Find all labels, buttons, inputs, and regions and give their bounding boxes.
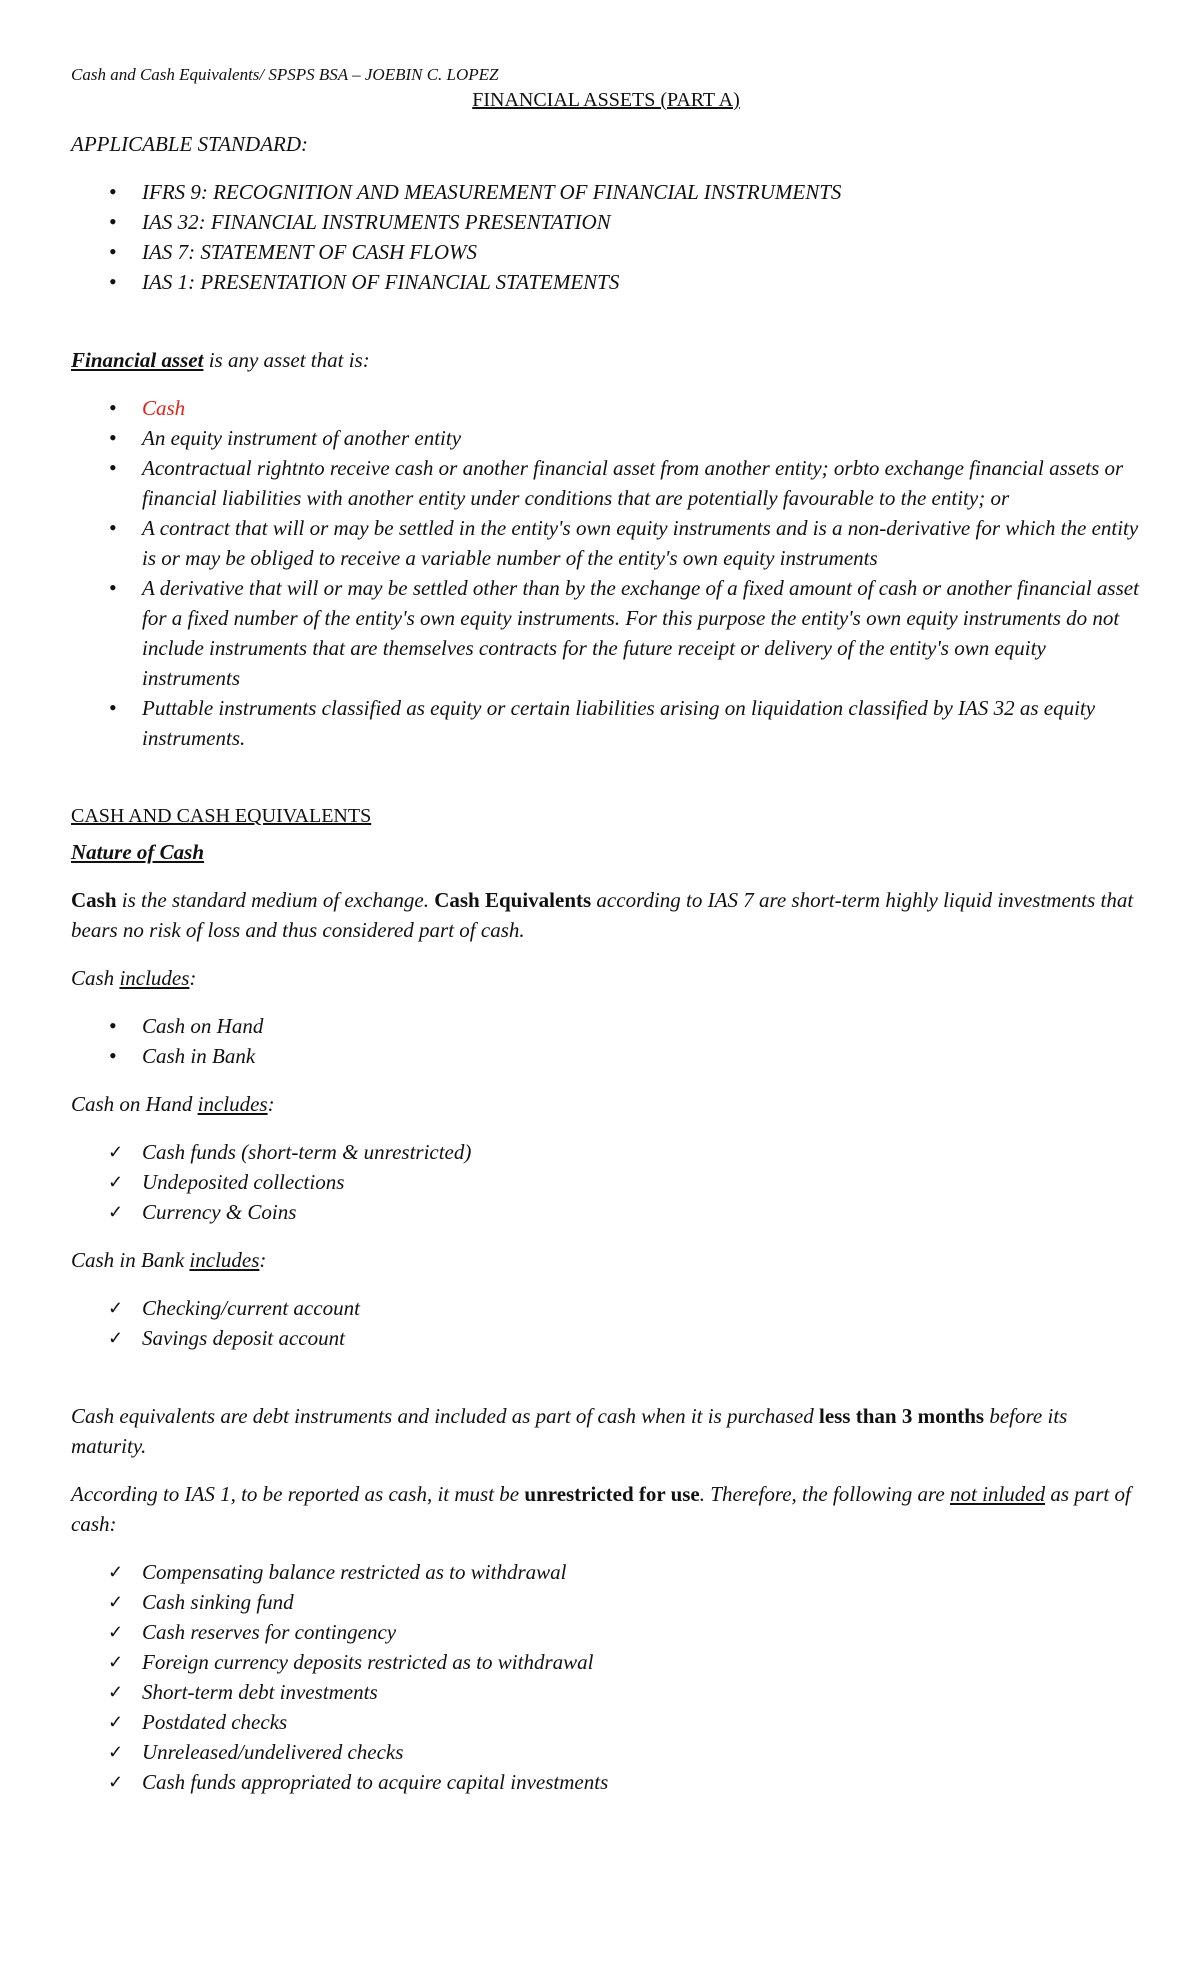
checkmark-icon: ✓ [108,1772,124,1792]
bullet-icon: • [109,269,117,294]
list-item: ✓ Savings deposit account [71,1323,1141,1353]
checkmark-icon: ✓ [108,1712,124,1732]
page-title: FINANCIAL ASSETS (PART A) [472,89,740,111]
in-bank-includes-label: Cash in Bank includes: [71,1248,267,1272]
standards-list [71,177,1141,297]
checkmark-icon: ✓ [108,1202,124,1222]
list-item: ✓ Checking/current account [71,1293,1141,1323]
list-item: • An equity instrument of another entity [71,423,1141,453]
list-item: • Cash on Hand [71,1011,1141,1041]
checkmark-icon: ✓ [108,1328,124,1348]
bullet-icon: • [109,695,117,720]
in-bank-includes-list [71,1293,1141,1353]
checkmark-icon: ✓ [108,1742,124,1762]
bullet-icon: • [109,575,117,600]
list-item: • A contract that will or may be settled in the entity's own equity instruments and is a non-derivative for which the entity is or may be obliged to receive a variable number of the entity's own equity instruments [109,515,1139,570]
cash-includes-label: Cash includes: [71,966,197,990]
nature-paragraph: Cash is the standard medium of exchange. Cash Equivalents according to IAS 7 are short-term highly liquid investments that bears no risk of loss and thus considered part of cash. [71,888,1134,942]
checkmark-icon: ✓ [108,1622,124,1642]
bullet-icon: • [109,179,117,204]
list-item: ✓ Short-term debt investments [71,1677,1141,1707]
financial-asset-intro: Financial asset is any asset that is: [71,348,370,372]
list-item: ✓ Compensating balance restricted as to withdrawal [71,1557,1141,1587]
bullet-icon: • [109,209,117,234]
checkmark-icon: ✓ [108,1298,124,1318]
list-item: • Cash in Bank [71,1041,1141,1071]
running-head: Cash and Cash Equivalents/ SPSPS BSA – JOEBIN C. LOPEZ [71,65,499,84]
list-item: ✓ Cash funds appropriated to acquire capital investments [71,1767,1141,1797]
list-item: • IAS 1: PRESENTATION OF FINANCIAL STATEMENTS [71,267,1141,297]
cash-equivalents-paragraph: Cash equivalents are debt instruments and included as part of cash when it is purchased less than 3 months before its maturity. [71,1404,1068,1458]
financial-asset-term: Financial asset [71,348,204,372]
bullet-icon: • [109,395,117,420]
list-item: ✓ Postdated checks [71,1707,1141,1737]
on-hand-includes-label: Cash on Hand includes: [71,1092,275,1116]
checkmark-icon: ✓ [108,1652,124,1672]
list-item: ✓ Currency & Coins [71,1197,1141,1227]
financial-asset-list [71,393,1141,753]
bullet-icon: • [109,425,117,450]
checkmark-icon: ✓ [108,1592,124,1612]
list-item: ✓ Cash sinking fund [71,1587,1141,1617]
bullet-icon: • [109,515,117,540]
checkmark-icon: ✓ [108,1562,124,1582]
section-subheading: Nature of Cash [71,840,205,864]
bullet-icon: • [109,239,117,264]
list-item: ✓ Foreign currency deposits restricted as to withdrawal [71,1647,1141,1677]
list-item: ✓ Unreleased/undelivered checks [71,1737,1141,1767]
ias1-paragraph: According to IAS 1, to be reported as cash, it must be unrestricted for use. Therefore, the following are not inluded as part of cash: [71,1482,1131,1536]
list-item: • IFRS 9: RECOGNITION AND MEASUREMENT OF FINANCIAL INSTRUMENTS [71,177,1141,207]
list-item: • Cash [71,393,1141,423]
checkmark-icon: ✓ [108,1682,124,1702]
standards-label: APPLICABLE STANDARD: [71,132,309,156]
checkmark-icon: ✓ [108,1172,124,1192]
section-heading: CASH AND CASH EQUIVALENTS [71,805,372,827]
bullet-icon: • [109,455,117,480]
list-item: • IAS 32: FINANCIAL INSTRUMENTS PRESENTATION [71,207,1141,237]
document-page [71,64,1141,1797]
list-item: • Puttable instruments classified as equity or certain liabilities arising on liquidation classified by IAS 32 as equity instruments. [109,695,1096,750]
list-item: ✓ Undeposited collections [71,1167,1141,1197]
checkmark-icon: ✓ [108,1142,124,1162]
cash-includes-list [71,1011,1141,1071]
excluded-items-list [71,1557,1141,1797]
bullet-icon: • [109,1013,117,1038]
list-item: • Acontractual rightnto receive cash or another financial asset from another entity; orbto exchange financial assets or financial liabilities with another entity under conditions that are potentially favourable to the entity; or [109,455,1124,510]
list-item: ✓ Cash reserves for contingency [71,1617,1141,1647]
on-hand-includes-list [71,1137,1141,1227]
list-item: • A derivative that will or may be settled other than by the exchange of a fixed amount of cash or another financial asset for a fixed number of the entity's own equity instruments. For this purpose the entity's own equity instruments do not include instruments that are themselves contracts for the future receipt or delivery of the entity's own equity instruments [109,575,1139,690]
bullet-icon: • [109,1043,117,1068]
list-item: ✓ Cash funds (short-term & unrestricted) [71,1137,1141,1167]
list-item: • IAS 7: STATEMENT OF CASH FLOWS [71,237,1141,267]
